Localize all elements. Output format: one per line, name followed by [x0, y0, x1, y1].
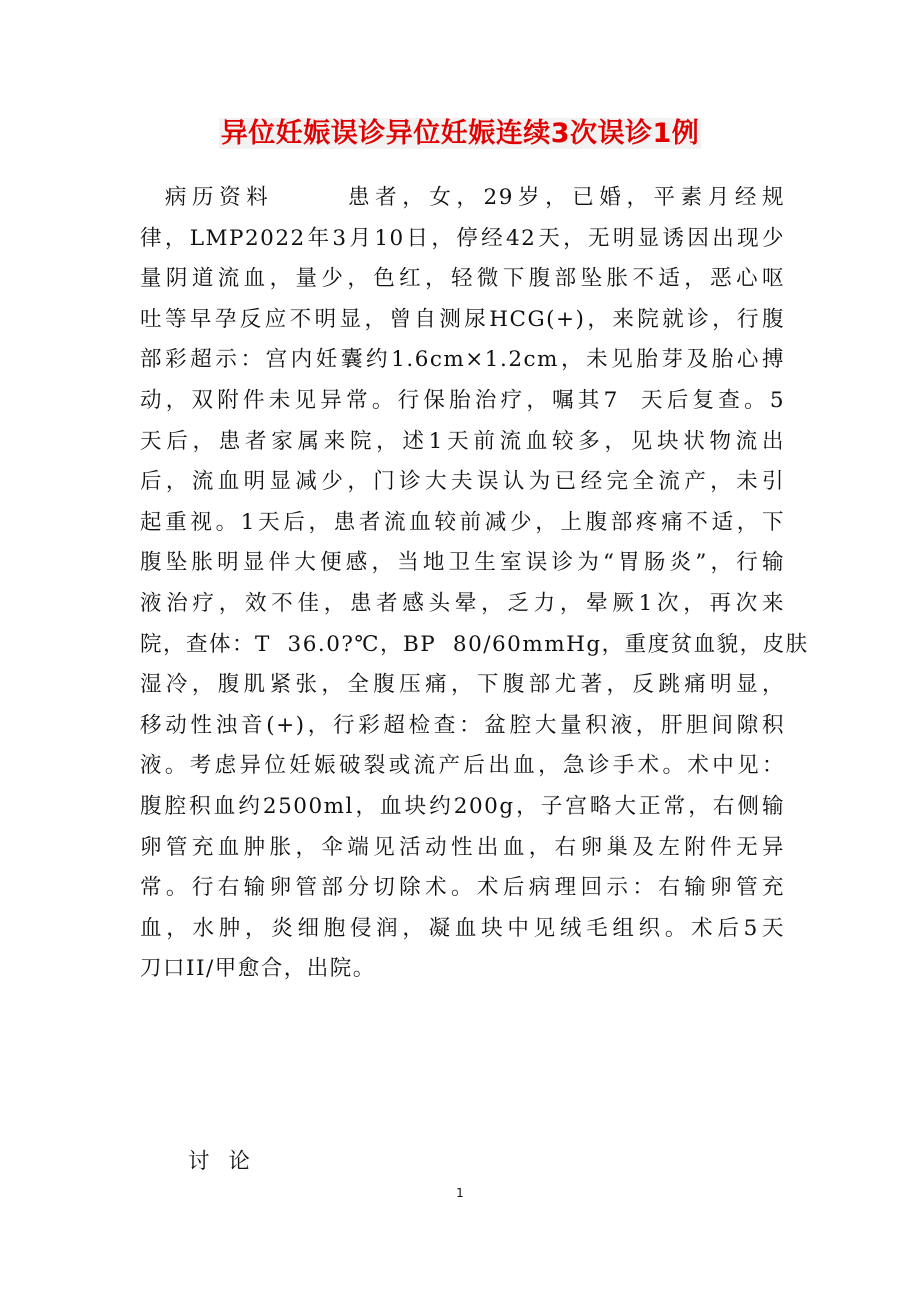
body-line: 起重视。1天后，患者流血较前减少，上腹部疼痛不适，下 [140, 509, 785, 535]
body-line: 腹坠胀明显伴大便感，当地卫生室误诊为“胃肠炎”，行输 [140, 550, 785, 576]
page-number: 1 [456, 1186, 464, 1200]
body-line: 部彩超示：宫内妊囊约1.6cm×1.2cm，未见胎芽及胎心搏 [140, 347, 785, 373]
body-line: 液治疗，效不佳，患者感头晕，乏力，晕厥1次，再次来 [140, 590, 785, 616]
body-line: 液。考虑异位妊娠破裂或流产后出血，急诊手术。术中见： [140, 753, 785, 779]
body-line: 律，LMP2022年3月10日，停经42天，无明显诱因出现少 [140, 225, 785, 251]
body-line: 湿冷，腹肌紧张，全腹压痛，下腹部尤著，反跳痛明显， [140, 672, 785, 698]
document-title [0, 112, 920, 156]
document-title-text: 异位妊娠误诊异位妊娠连续3次误诊1例 [220, 118, 700, 149]
body-line: 病历资料 患者，女，29岁，已婚，平素月经规 [140, 185, 785, 210]
body-line: 吐等早孕反应不明显，曾自测尿HCG(+)，来院就诊，行腹 [140, 306, 785, 332]
body-line: 刀口II/甲愈合，出院。 [140, 956, 376, 982]
body-line: 常。行右输卵管部分切除术。术后病理回示：右输卵管充 [140, 875, 785, 901]
section-heading-discussion: 讨 论 [188, 1149, 256, 1174]
body-line: 血，水肿，炎细胞侵润，凝血块中见绒毛组织。术后5天 [140, 915, 785, 941]
body-line: 院，查体：T 36.0?℃，BP 80/60mmHg，重度贫血貌，皮肤 [140, 631, 809, 657]
body-line: 量阴道流血，量少，色红，轻微下腹部坠胀不适，恶心呕 [140, 266, 785, 292]
case-body-text [140, 178, 809, 990]
body-line: 后，流血明显减少，门诊大夫误认为已经完全流产，未引 [140, 469, 785, 495]
body-line: 天后，患者家属来院，述1天前流血较多，见块状物流出 [140, 428, 785, 454]
body-line: 腹腔积血约2500ml，血块约200g，子宫略大正常，右侧输 [140, 793, 785, 819]
body-line: 动，双附件未见异常。行保胎治疗，嘱其7 天后复查。5 [140, 387, 785, 413]
body-line: 卵管充血肿胀，伞端见活动性出血，右卵巢及左附件无异 [140, 834, 785, 860]
body-line: 移动性浊音(+)，行彩超检查：盆腔大量积液，肝胆间隙积 [140, 712, 785, 738]
